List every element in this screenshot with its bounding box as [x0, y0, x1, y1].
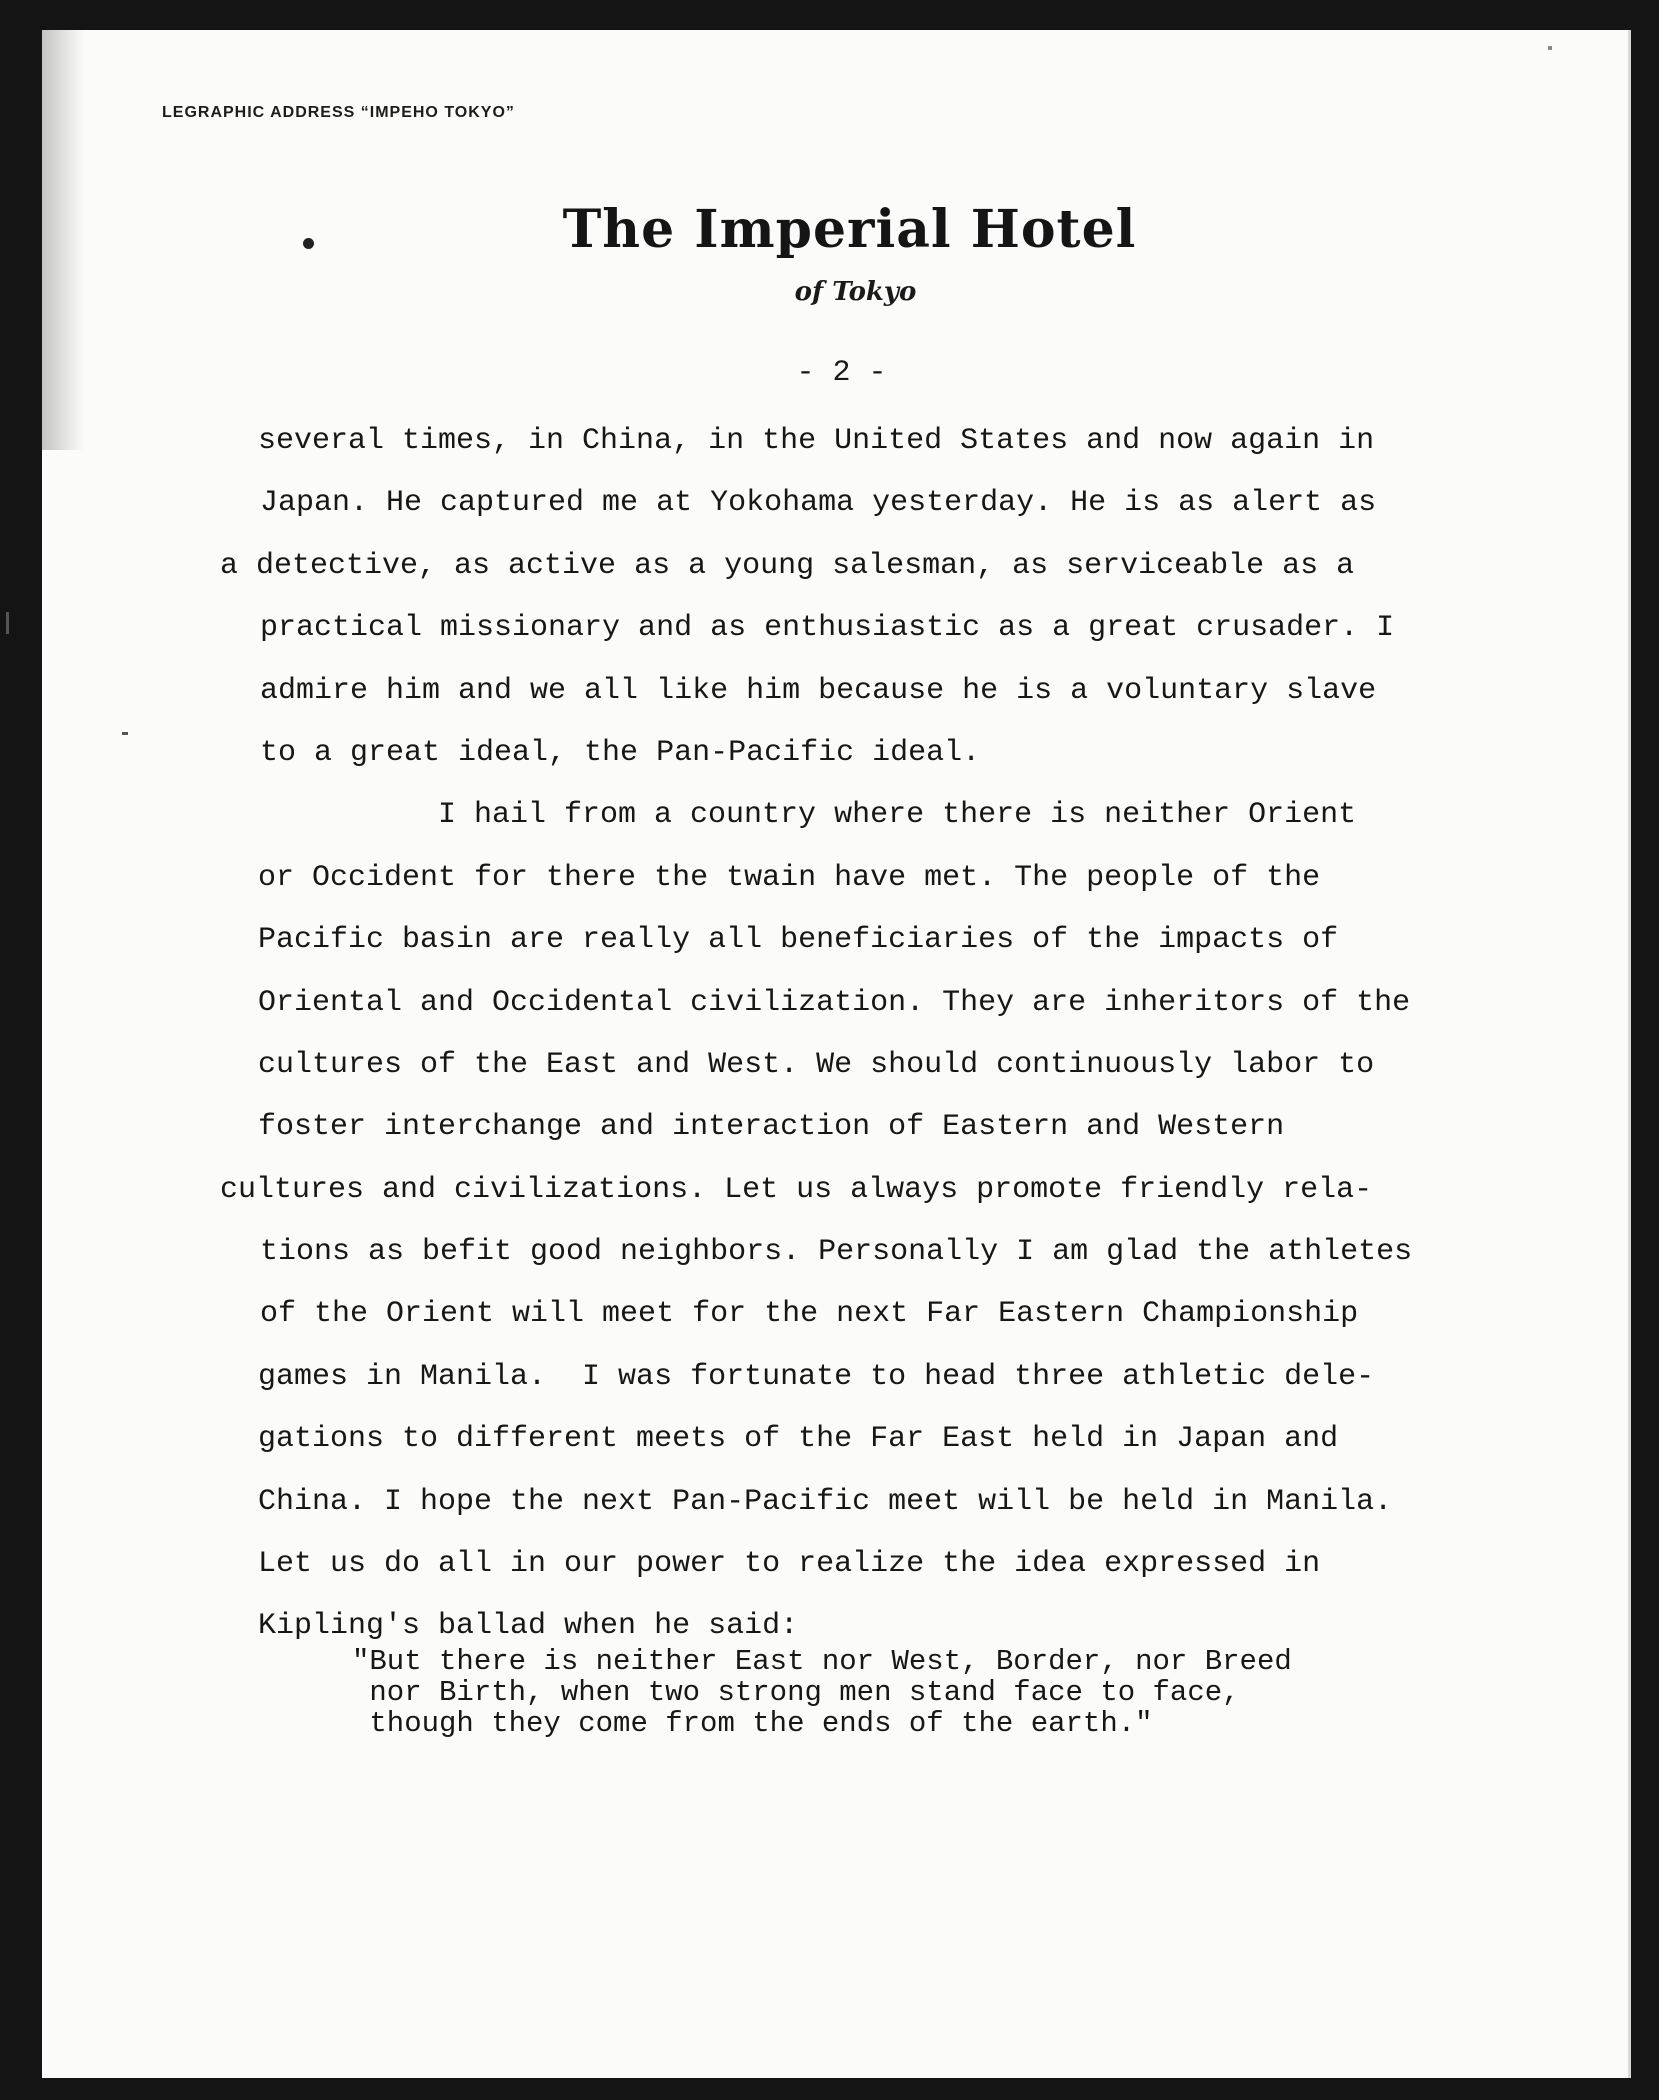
body-line: to a great ideal, the Pan-Pacific ideal.	[260, 735, 981, 770]
body-line: or Occident for there the twain have met. The people of the	[258, 860, 1321, 895]
body-line: Pacific basin are really all beneficiaries of the impacts of	[258, 923, 1339, 958]
telegraphic-address: LEGRAPHIC ADDRESS “IMPEHO TOKYO”	[162, 104, 515, 121]
body-line: China. I hope the next Pan-Pacific meet will be held in Manila.	[258, 1484, 1393, 1519]
letterhead	[0, 198, 1659, 310]
body-line: games in Manila. I was fortunate to head three athletic dele-	[258, 1359, 1375, 1394]
body-line: Kipling's ballad when he said:	[258, 1609, 799, 1644]
body-line: practical missionary and as enthusiastic as a great crusader. I	[260, 611, 1395, 646]
page-speck	[1548, 46, 1552, 50]
body-line: Japan. He captured me at Yokohama yesterday. He is as alert as	[260, 486, 1377, 521]
body-line: several times, in China, in the United States and now again in	[258, 424, 1375, 458]
page-number: - 2 -	[796, 356, 887, 390]
quote-line: though they come from the ends of the earth."	[352, 1707, 1153, 1740]
body-line: Let us do all in our power to realize the idea expressed in	[258, 1547, 1321, 1582]
letter-body	[220, 410, 1480, 1658]
hotel-name: The Imperial Hotel	[562, 199, 1137, 260]
quote-line: nor Birth, when two strong men stand face to face,	[352, 1676, 1240, 1709]
body-line: of the Orient will meet for the next Far Eastern Championship	[260, 1297, 1359, 1332]
body-line: Oriental and Occidental civilization. They are inheritors of the	[258, 985, 1411, 1020]
body-line: I hail from a country where there is neither Orient	[438, 798, 1357, 833]
body-line: cultures and civilizations. Let us always promote friendly rela-	[220, 1172, 1373, 1207]
page-speck	[122, 732, 128, 735]
body-line: tions as befit good neighbors. Personally I am glad the athletes	[260, 1235, 1413, 1270]
quote-line: "But there is neither East nor West, Border, nor Breed	[352, 1645, 1292, 1678]
left-edge-mark	[6, 612, 9, 634]
body-line: a detective, as active as a young salesman, as serviceable as a	[220, 548, 1355, 583]
kipling-quote	[352, 1646, 1292, 1739]
body-line: gations to different meets of the Far East held in Japan and	[258, 1422, 1339, 1457]
hotel-city: of Tokyo	[794, 277, 917, 307]
body-line: admire him and we all like him because he is a voluntary slave	[260, 673, 1377, 708]
body-line: cultures of the East and West. We should continuously labor to	[258, 1047, 1375, 1082]
body-line: foster interchange and interaction of Eastern and Western	[258, 1110, 1285, 1145]
